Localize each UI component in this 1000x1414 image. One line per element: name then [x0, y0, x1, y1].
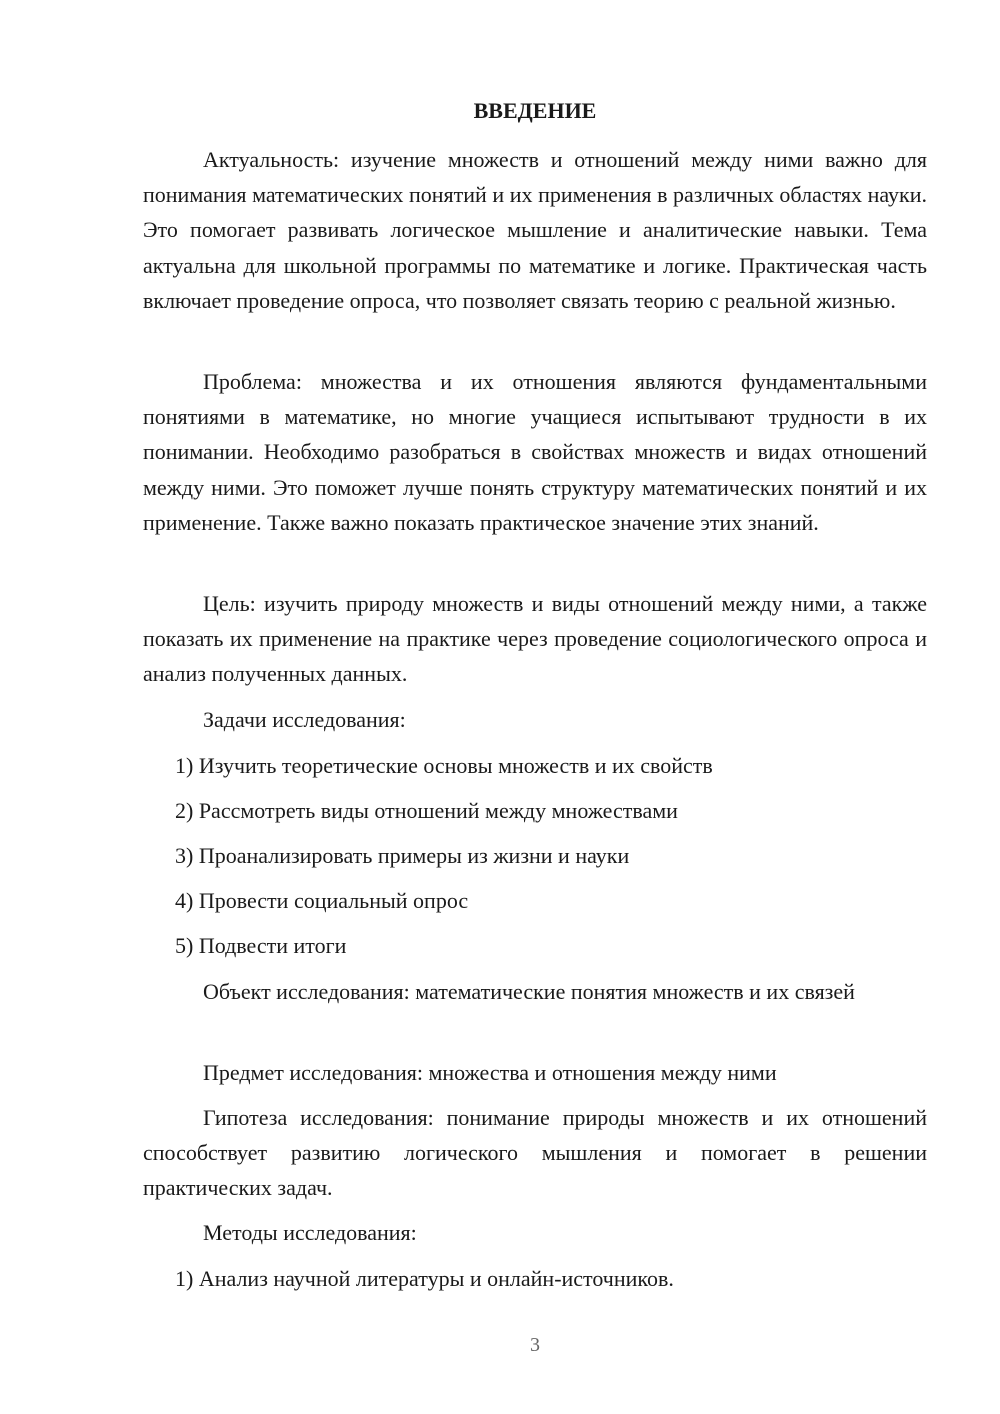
paragraph-relevance: Актуальность: изучение множеств и отношений между ними важно для понимания математических понятий и их применения в различных областях науки. Это помогает развивать логическое мышление и аналитические навыки. Тема актуальна для школьной программы по математике и логике. Практическая часть включает проведение опроса, что позволяет связать теорию с реальной жизнью.: [143, 147, 927, 313]
paragraph-subject: Предмет исследования: множества и отношения между ними: [203, 1060, 777, 1085]
task-item-1: 1) Изучить теоретические основы множеств и их свойств: [175, 753, 713, 778]
page-number: 3: [530, 1334, 540, 1356]
paragraph-problem: Проблема: множества и их отношения являются фундаментальными понятиями в математике, но многие учащиеся испытывают трудности в их понимании. Необходимо разобраться в свойствах множеств и видах отношений между ними. Это поможет лучше понять структуру математических понятий и их применение. Также важно показать практическое значение этих знаний.: [143, 369, 927, 535]
task-item-3: 3) Проанализировать примеры из жизни и науки: [175, 843, 630, 868]
methods-label: Методы исследования:: [203, 1220, 417, 1245]
tasks-label: Задачи исследования:: [203, 707, 406, 732]
task-item-5: 5) Подвести итоги: [175, 933, 347, 958]
task-item-4: 4) Провести социальный опрос: [175, 888, 469, 913]
paragraph-hypothesis: Гипотеза исследования: понимание природы множеств и их отношений способствует развитию логического мышления и помогает в решении практических задач.: [143, 1105, 927, 1201]
paragraph-object: Объект исследования: математические понятия множеств и их связей: [203, 979, 855, 1004]
section-heading: ВВЕДЕНИЕ: [473, 98, 597, 123]
paragraph-goal: Цель: изучить природу множеств и виды отношений между ними, а также показать их применение на практике через проведение социологического опроса и анализ полученных данных.: [143, 591, 927, 687]
task-item-2: 2) Рассмотреть виды отношений между множествами: [175, 798, 678, 823]
method-item-1: 1) Анализ научной литературы и онлайн-источников.: [175, 1266, 674, 1291]
